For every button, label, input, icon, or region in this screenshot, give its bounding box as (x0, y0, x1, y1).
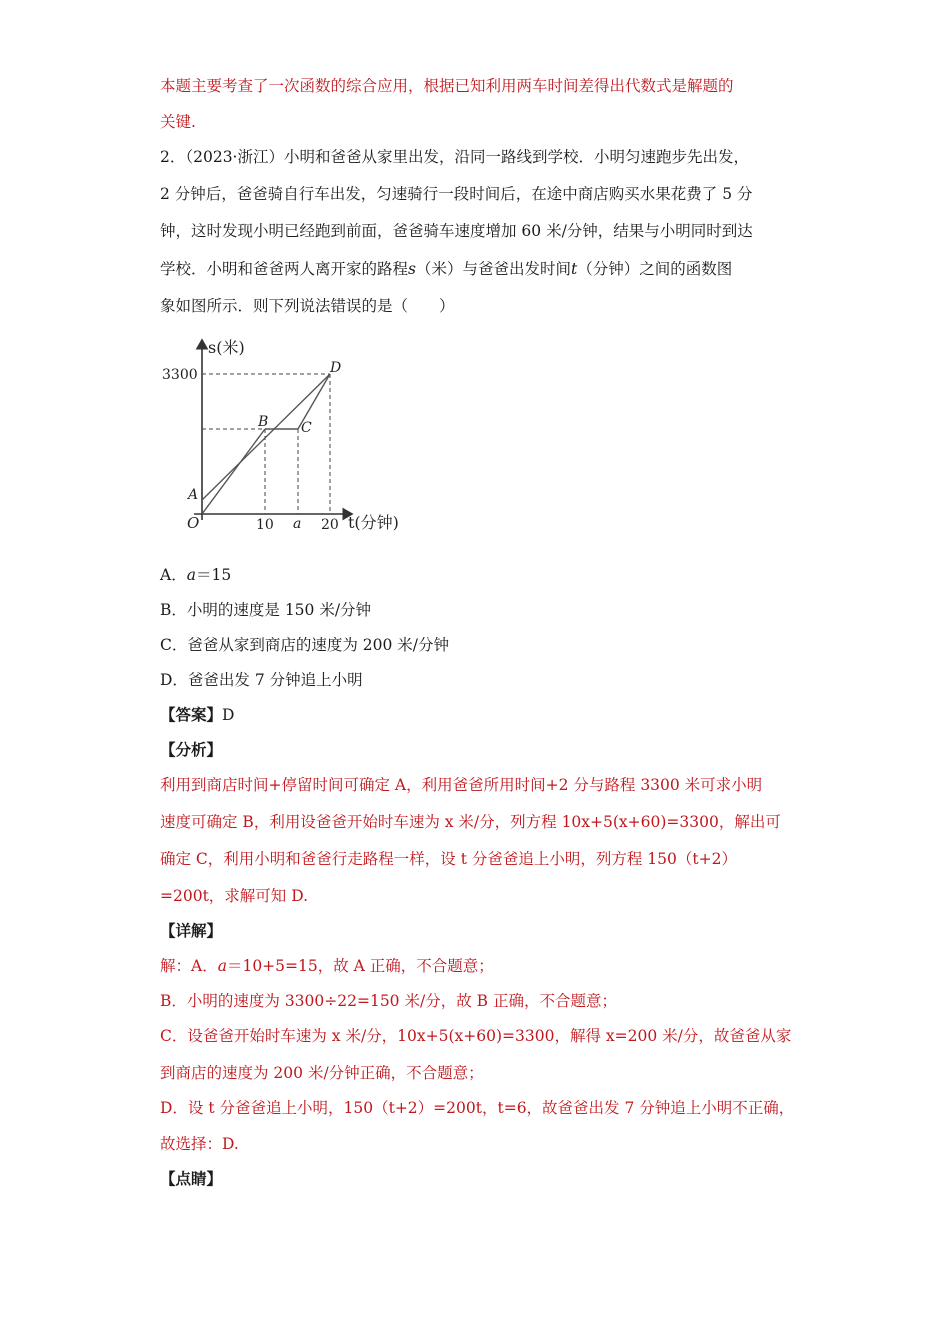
line-dad-OB (202, 429, 265, 514)
detail-line-1 (160, 956, 494, 976)
option-d: D．爸爸出发 7 分钟追上小明 (160, 671, 363, 689)
detail-label: 【详解】 (160, 921, 223, 940)
question-line-3: 钟，这时发现小明已经跑到前面，爸爸骑车速度增加 60 米/分钟，结果与小明同时到达 (160, 222, 753, 240)
x-tick-10: 10 (256, 517, 274, 533)
answer (160, 705, 234, 725)
answer-label: 【答案】 (160, 705, 223, 724)
intro-line-1: 本题主要考查了一次函数的综合应用，根据已知利用两车时间差得出代数式是解题的 (160, 77, 734, 95)
intro-line-2: 关键. (160, 113, 196, 131)
point-A: A (188, 487, 199, 503)
option-b: B．小明的速度是 150 米/分钟 (160, 601, 372, 619)
question-line-4-part-2: （米）与爸爸出发时间 (415, 260, 571, 278)
var-t: t (571, 260, 578, 278)
option-a-value: ＝15 (195, 566, 232, 584)
detail-line-6: 故选择：D. (160, 1135, 239, 1153)
analysis-line-4: =200t，求解可知 D. (160, 887, 309, 905)
analysis-line-3: 确定 C，利用小明和爸爸行走路程一样，设 t 分爸爸追上小明，列方程 150（t+2） (160, 850, 737, 868)
detail-line-3: C．设爸爸开始时车速为 x 米/分，10x+5(x+60)=3300，解得 x=200 米/分，故爸爸从家 (160, 1027, 792, 1045)
y-axis-label: s(米) (208, 338, 245, 357)
function-graph (150, 330, 420, 540)
point-B: B (258, 414, 269, 430)
option-a-label: A． (160, 566, 187, 584)
question-line-4-part-3: （分钟）之间的函数图 (577, 260, 733, 278)
analysis-line-2: 速度可确定 B，利用设爸爸开始时车速为 x 米/分，列方程 10x+5(x+60)=3300，解出可 (160, 813, 781, 831)
detail-line-4: 到商店的速度为 200 米/分钟正确，不合题意； (160, 1064, 484, 1082)
question-line-1: 2．（2023·浙江）小明和爸爸从家里出发，沿同一路线到学校．小明匀速跑步先出发， (160, 148, 749, 166)
question-line-5: 象如图所示．则下列说法错误的是（ ） (160, 297, 455, 315)
x-tick-20: 20 (321, 517, 339, 533)
detail-line-1-part-1: 解：A． (160, 957, 218, 975)
point-C: C (301, 420, 312, 436)
option-a (160, 565, 231, 585)
question-line-4-part-1: 学校．小明和爸爸两人离开家的路程 (160, 260, 409, 278)
x-tick-a: a (293, 516, 302, 532)
detail-line-5: D．设 t 分爸爸追上小明，150（t+2）=200t，t=6，故爸爸出发 7 分钟追上小明不正确， (160, 1099, 795, 1117)
question-line-4 (160, 259, 732, 279)
x-axis-label: t(分钟) (348, 513, 399, 532)
analysis-label: 【分析】 (160, 740, 223, 759)
answer-value: D (222, 706, 235, 724)
detail-line-1-part-2: ＝10+5=15，故 A 正确，不合题意； (226, 957, 494, 975)
var-s: s (408, 260, 416, 278)
analysis-line-1: 利用到商店时间+停留时间可确定 A，利用爸爸所用时间+2 分与路程 3300 米可求小明 (160, 776, 763, 794)
point-O: O (187, 514, 200, 532)
line-xiaoming-AD (202, 374, 330, 500)
detail-line-1-var: a (217, 957, 227, 975)
y-tick-3300: 3300 (162, 367, 198, 383)
highlight-label: 【点睛】 (160, 1169, 223, 1188)
detail-line-2: B．小明的速度为 3300÷22=150 米/分，故 B 正确，不合题意； (160, 992, 617, 1010)
point-D: D (330, 360, 342, 376)
option-c: C．爸爸从家到商店的速度为 200 米/分钟 (160, 636, 450, 654)
option-a-var: a (186, 566, 196, 584)
question-line-2: 2 分钟后，爸爸骑自行车出发，匀速骑行一段时间后，在途中商店购买水果花费了 5 分 (160, 185, 753, 203)
